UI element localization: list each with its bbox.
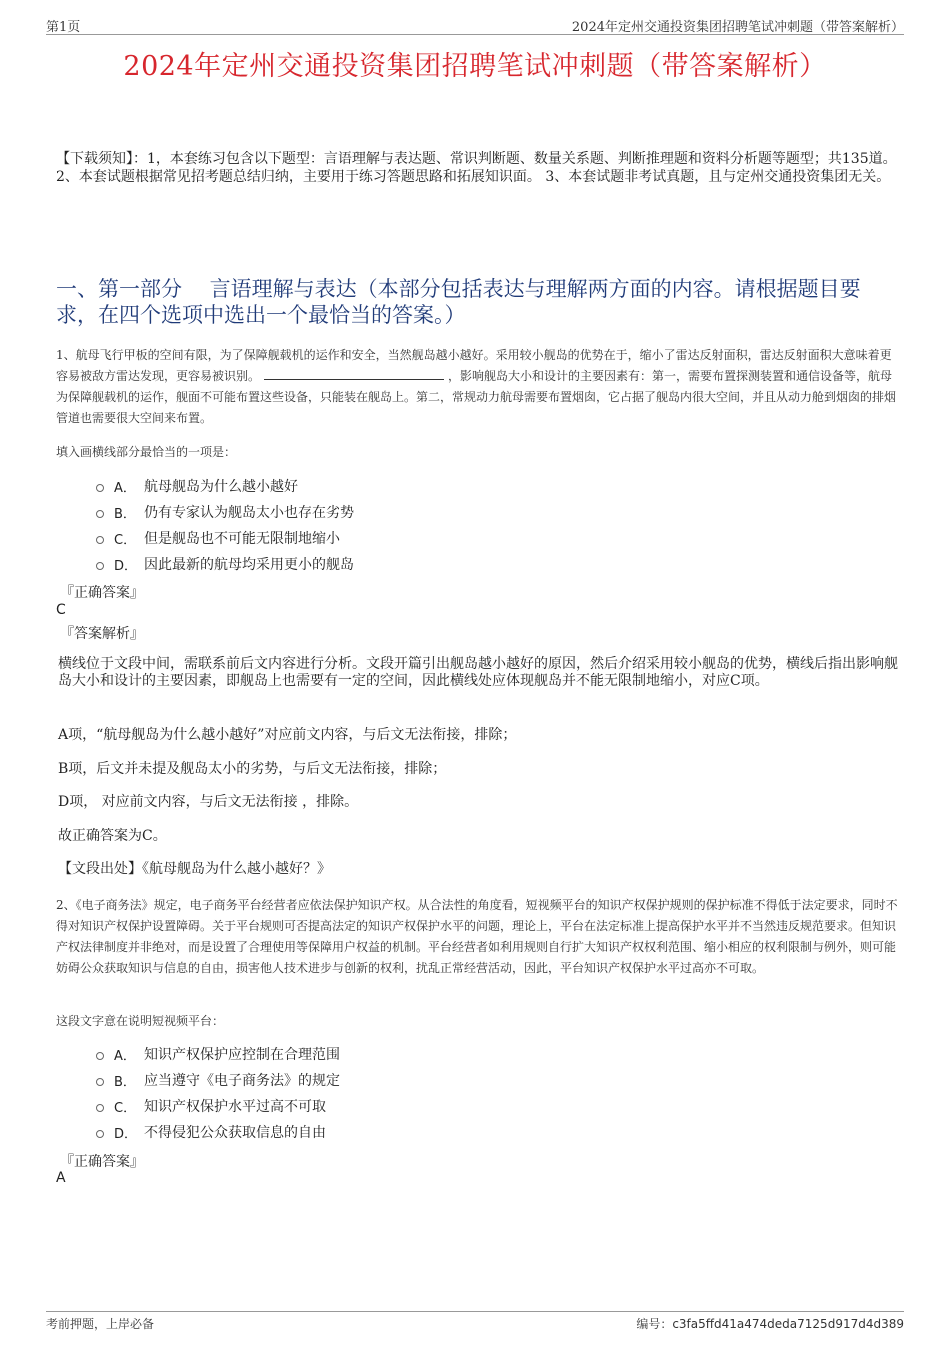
option-text: 知识产权保护水平过高不可取 — [144, 1099, 326, 1115]
option-text: 航母舰岛为什么越小越好 — [144, 479, 298, 495]
question-2-option-d[interactable] — [96, 1119, 340, 1145]
option-letter: D． — [114, 558, 138, 574]
option-letter: B． — [114, 506, 136, 522]
question-2-prompt: 这段文字意在说明短视频平台： — [56, 1014, 225, 1028]
page-header — [46, 14, 904, 35]
question-1-conclusion: 故正确答案为C。 — [58, 828, 167, 844]
option-letter: D． — [114, 1126, 138, 1142]
question-2-text: 2、《电子商务法》规定，电子商务平台经营者应依法保护知识产权。从合法性的角度看，短视频平台的知识产权保护规则的保护标准不得低于法定要求，同时不得对知识产权保护设置障碍。关于平台规则可否提高法定的知识产权保护水平的问题，理论上，平台在法定标准上提高保护水平并不当然违反规范要求。但知识产权法律制度并非绝对，而是设置了合理使用等保障用户权益的机制。平台经营者如利用规则自行扩大知识产权权利范围、缩小相应的权利限制与例外，则可能妨碍公众获取知识与信息的自由，损害他人技术进步与创新的权利，扰乱正常经营活动，因此，平台知识产权保护水平过高亦不可取。 — [56, 898, 898, 975]
question-2-option-c[interactable] — [96, 1093, 340, 1119]
document-title: 2024年定州交通投资集团招聘笔试冲刺题（带答案解析） — [123, 51, 827, 82]
radio-icon[interactable] — [96, 1104, 104, 1112]
question-1-note-b: B项，后文并未提及舰岛太小的劣势，与后文无法衔接，排除； — [58, 761, 447, 777]
radio-icon[interactable] — [96, 536, 104, 544]
radio-icon[interactable] — [96, 1130, 104, 1138]
question-1-prompt: 填入画横线部分最恰当的一项是： — [56, 445, 237, 459]
question-1-option-d[interactable] — [96, 551, 354, 577]
question-1-analysis: 横线位于文段中间，需联系前后文内容进行分析。文段开篇引出舰岛越小越好的原因，然后介绍采用较小舰岛的优势，横线后指出影响舰岛大小和设计的主要因素，即舰岛上也需要有一定的空间，因此横线处应体现舰岛并不能无限制地缩小，对应C项。 — [58, 656, 898, 689]
question-1-options — [96, 473, 354, 577]
footer-code-block — [636, 1315, 904, 1332]
page-footer — [46, 1311, 904, 1332]
footer-code: c3fa5ffd41a474deda7125d917d4d389 — [672, 1317, 904, 1331]
option-text: 应当遵守《电子商务法》的规定 — [144, 1073, 340, 1089]
section-heading: 一、第一部分 言语理解与表达（本部分包括表达与理解两方面的内容。请根据题目要求，在四个选项中选出一个最恰当的答案。） — [56, 277, 861, 327]
question-1-option-a[interactable] — [96, 473, 354, 499]
header-doc-title: 2024年定州交通投资集团招聘笔试冲刺题（带答案解析） — [571, 20, 904, 35]
option-text: 仍有专家认为舰岛太小也存在劣势 — [144, 505, 354, 521]
question-2-options — [96, 1041, 340, 1145]
option-letter: A． — [114, 480, 136, 496]
option-text: 知识产权保护应控制在合理范围 — [144, 1047, 340, 1063]
question-2-option-a[interactable] — [96, 1041, 340, 1067]
radio-icon[interactable] — [96, 562, 104, 570]
option-letter: C． — [114, 1100, 137, 1116]
footer-slogan: 考前押题，上岸必备 — [46, 1317, 155, 1331]
option-letter: C． — [114, 532, 137, 548]
question-2-answer-label: 『正确答案』 — [60, 1154, 144, 1170]
question-1-text — [56, 345, 898, 429]
radio-icon[interactable] — [96, 1052, 104, 1060]
question-2-option-b[interactable] — [96, 1067, 340, 1093]
download-notice: 【下载须知】：1，本套练习包含以下题型：言语理解与表达题、常识判断题、数量关系题、判断推理题和资料分析题等题型；共135道。 2、本套试题根据常见招考题总结归纳，主要用于练习答题思路和拓展知识面。 3、本套试题非考试真题，且与定州交通投资集团无关。 — [56, 151, 897, 185]
option-text: 但是舰岛也不可能无限制地缩小 — [144, 531, 340, 547]
question-1-note-d: D项， 对应前文内容，与后文无法衔接 ，排除。 — [58, 794, 359, 810]
question-1-note-a: A项，“航母舰岛为什么越小越好”对应前文内容，与后文无法衔接，排除； — [58, 727, 517, 743]
question-1-answer-label: 『正确答案』 — [60, 585, 144, 601]
option-letter: A． — [114, 1048, 136, 1064]
question-1-option-c[interactable] — [96, 525, 354, 551]
option-letter: B． — [114, 1074, 136, 1090]
radio-icon[interactable] — [96, 1078, 104, 1086]
question-1-text-before: 1、航母飞行甲板的空间有限，为了保障舰载机的运作和安全，当然舰岛越小越好。采用较小舰岛的优势在于，缩小了雷达反射面积，雷达反射面积大意味着更容易被敌方雷达发现，更容易被识别。 — [56, 348, 892, 383]
footer-code-label: 编号： — [636, 1317, 673, 1331]
fill-blank-line — [264, 367, 444, 380]
question-2-answer: A — [56, 1170, 66, 1186]
option-text: 因此最新的航母均采用更小的舰岛 — [144, 557, 354, 573]
radio-icon[interactable] — [96, 484, 104, 492]
question-1-source: 【文段出处】《航母舰岛为什么越小越好？》 — [58, 861, 331, 877]
question-1-answer: C — [56, 602, 66, 618]
question-1-option-b[interactable] — [96, 499, 354, 525]
question-1-text-after: ，影响舰岛大小和设计的主要因素有：第一，需要布置探测装置和通信设备等，航母为保障舰载机的运作，舰面不可能布置这些设备，只能装在舰岛上。第二，常规动力航母需要布置烟囱，它占据了舰岛内很大空间，并且从动力舱到烟囱的排烟管道也需要很大空间来布置。 — [56, 369, 897, 425]
page-number: 第1页 — [46, 20, 81, 35]
option-text: 不得侵犯公众获取信息的自由 — [144, 1125, 326, 1141]
question-1-analysis-label: 『答案解析』 — [60, 626, 144, 642]
radio-icon[interactable] — [96, 510, 104, 518]
